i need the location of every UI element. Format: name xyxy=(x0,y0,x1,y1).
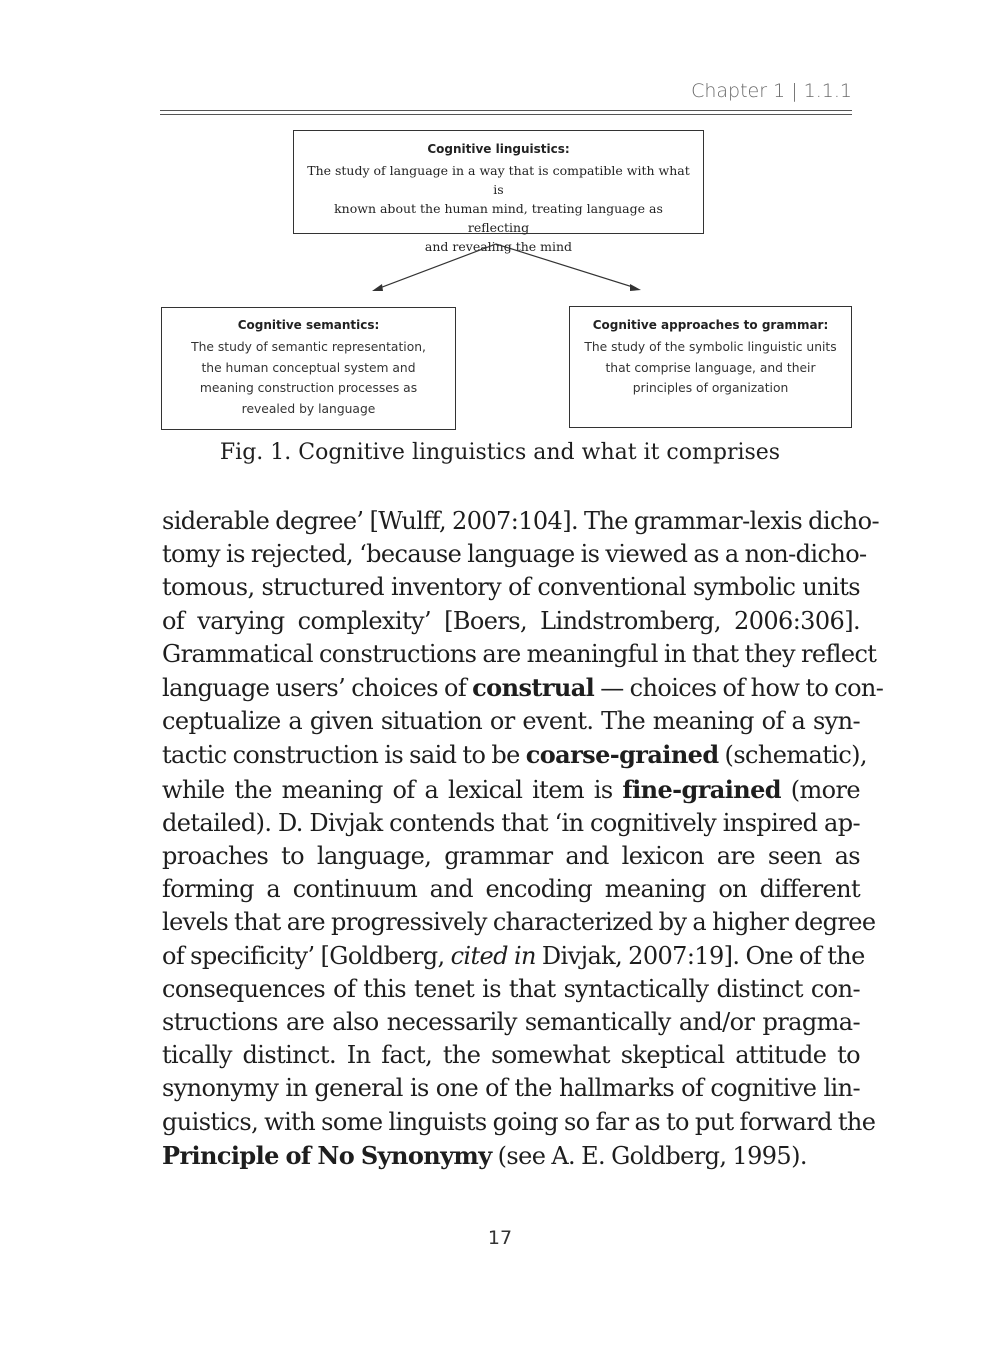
text-run: (more xyxy=(780,775,860,804)
body-paragraph xyxy=(162,505,884,1173)
text-line: proaches to language, grammar and lexicon are seen as xyxy=(162,842,860,871)
text-line xyxy=(162,940,865,973)
text-line xyxy=(162,1139,860,1173)
text-line: of varying complexity’ [Boers, Lindstromberg, 2006:306]. xyxy=(162,606,860,635)
page-number: 17 xyxy=(487,1227,513,1249)
text-line xyxy=(162,773,860,807)
arrow-lines xyxy=(377,244,636,289)
arrow-head-right xyxy=(630,284,641,291)
text-line xyxy=(162,738,867,772)
term-principle-of-no-synonymy: Principle of No Synonymy xyxy=(162,1140,492,1170)
figure-box-cognitive-semantics xyxy=(161,307,456,430)
text-line: structions are also necessarily semantically and/or pragma- xyxy=(162,1008,860,1037)
box-line: The study of semantic representation, xyxy=(191,340,426,354)
text-run: — choices of how to con- xyxy=(594,674,884,703)
arrow-head-left xyxy=(372,284,383,291)
text-line: levels that are progressively characterized by a higher degree xyxy=(162,908,876,937)
text-line: consequences of this tenet is that syntactically distinct con- xyxy=(162,974,860,1003)
box-title: Cognitive approaches to grammar: xyxy=(592,318,829,332)
box-line: that comprise language, and their xyxy=(605,360,816,375)
text-run: tactic construction is said to be xyxy=(162,741,526,770)
box-line: meaning construction processes as xyxy=(199,381,418,395)
box-line: the human conceptual system and xyxy=(201,360,416,375)
box-description xyxy=(570,337,851,399)
text-run: while the meaning of a lexical item is xyxy=(162,775,623,804)
box-line: and revealing the mind xyxy=(424,239,573,254)
figure-box-cognitive-grammar xyxy=(569,306,852,428)
text-line: ceptualize a given situation or event. The meaning of a syn- xyxy=(162,707,860,736)
box-line: principles of organization xyxy=(632,381,789,395)
box-title: Cognitive linguistics: xyxy=(427,142,570,156)
text-line: Grammatical constructions are meaningful in that they reflect xyxy=(162,639,877,668)
figure-arrows xyxy=(0,0,1000,320)
box-line: The study of language in a way that is compatible with what is xyxy=(307,163,690,197)
term-coarse-grained: coarse-grained xyxy=(525,740,719,770)
text-line: tomous, structured inventory of conventional symbolic units xyxy=(162,573,860,602)
box-line: The study of the symbolic linguistic units xyxy=(584,340,837,354)
running-head: Chapter 1 | 1.1.1 xyxy=(691,80,852,102)
text-run: Divjak, 2007:19]. One of the xyxy=(535,941,865,970)
text-line: siderable degree’ [Wulff, 2007:104]. The grammar-lexis dicho- xyxy=(162,507,880,535)
text-line: tomy is rejected, ‘because language is viewed as a non-dicho- xyxy=(162,540,867,569)
text-run: (see A. E. Goldberg, 1995). xyxy=(491,1141,807,1170)
figure-caption: Fig. 1. Cognitive linguistics and what it comprises xyxy=(219,440,781,465)
term-fine-grained: fine-grained xyxy=(622,774,781,804)
term-construal: construal xyxy=(472,673,595,703)
text-line: synonymy in general is one of the hallmarks of cognitive lin- xyxy=(162,1074,860,1103)
text-run: language users’ choices of xyxy=(162,674,473,703)
text-line: guistics, with some linguists going so far as to put forward the xyxy=(162,1107,876,1136)
box-line: revealed by language xyxy=(241,401,376,416)
box-description xyxy=(162,337,455,419)
text-line: tically distinct. In fact, the somewhat skeptical attitude to xyxy=(162,1041,860,1070)
text-run: of specificity’ [Goldberg, xyxy=(162,941,451,970)
italic-cited-in: cited in xyxy=(450,941,536,970)
text-line: detailed). D. Divjak contends that ‘in cognitively inspired ap- xyxy=(162,808,860,837)
text-line xyxy=(162,671,884,705)
box-title: Cognitive semantics: xyxy=(237,318,380,332)
text-line: forming a continuum and encoding meaning on different xyxy=(162,875,860,904)
box-line: known about the human mind, treating language as reflecting xyxy=(334,201,663,235)
text-run: (schematic), xyxy=(718,741,867,770)
